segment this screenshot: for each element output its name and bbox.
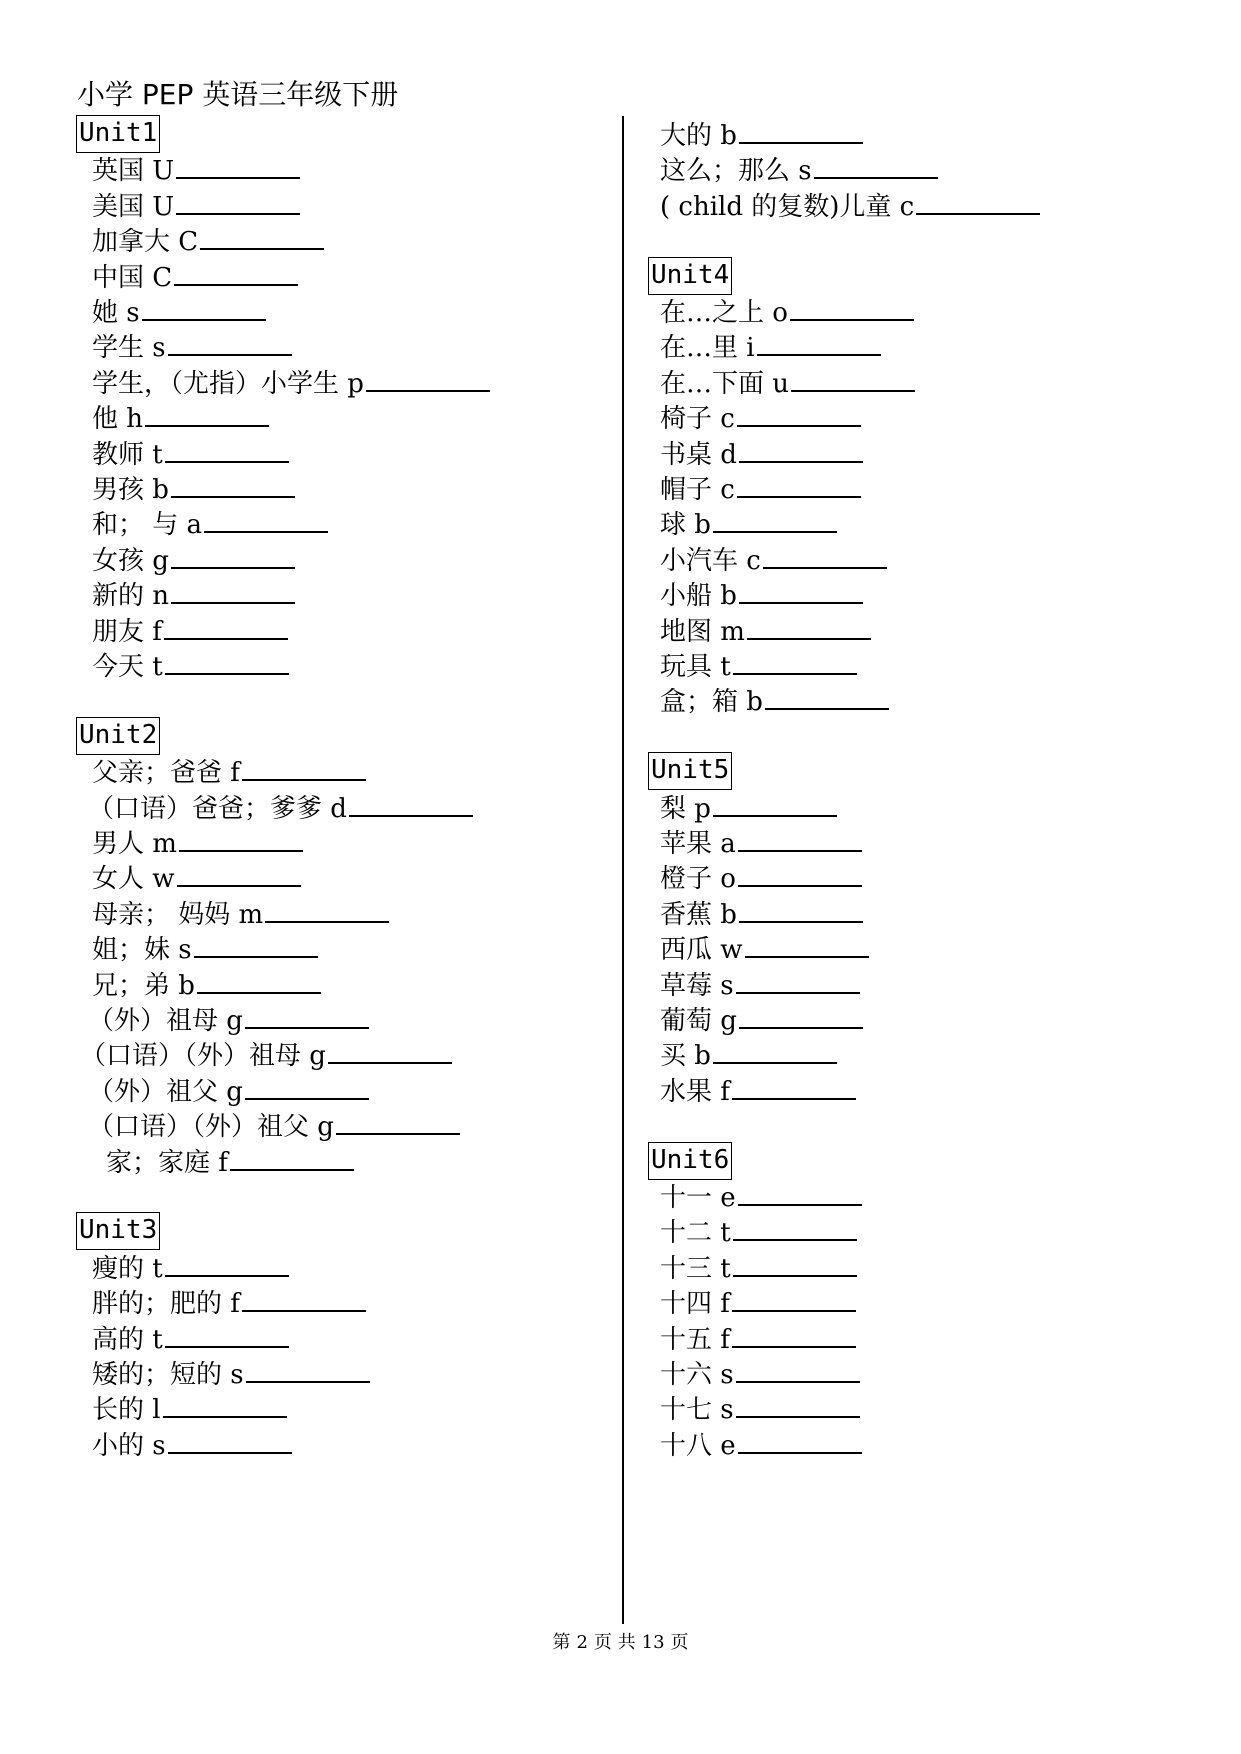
vocab-prompt: ( child 的复数)儿童 c: [660, 191, 915, 222]
vocab-item: [92, 291, 266, 331]
unit-heading: [76, 114, 160, 154]
vocab-item: [92, 185, 300, 225]
vocab-prompt: 小汽车 c: [660, 545, 761, 576]
answer-blank[interactable]: [171, 539, 295, 569]
vocab-item: [92, 256, 298, 296]
answer-blank[interactable]: [739, 893, 863, 923]
vocab-item: [92, 751, 366, 791]
answer-blank[interactable]: [736, 1388, 860, 1418]
vocab-item: [660, 1388, 860, 1428]
vocab-item: [106, 1141, 354, 1181]
vocab-item: [660, 397, 861, 437]
unit-label: Unit5: [648, 752, 732, 790]
vocab-prompt: （口语）爸爸；爹爹 d: [88, 793, 347, 824]
answer-blank[interactable]: [732, 1318, 856, 1348]
vocab-item: [92, 645, 289, 685]
answer-blank[interactable]: [165, 645, 289, 675]
answer-blank[interactable]: [245, 1070, 369, 1100]
vocab-prompt: （口语）（外）祖母 g: [80, 1041, 326, 1072]
vocab-item: [660, 893, 863, 933]
unit-heading: [76, 1211, 160, 1251]
vocab-item: [660, 326, 881, 366]
answer-blank[interactable]: [739, 114, 863, 144]
page-footer: [0, 1628, 1241, 1654]
vocab-prompt: 姐；妹 s: [92, 935, 192, 966]
answer-blank[interactable]: [204, 503, 328, 533]
vocab-item: [88, 1105, 460, 1145]
vocab-prompt: 她 s: [92, 298, 140, 328]
vocab-prompt: 球 b: [660, 510, 711, 541]
vocab-prompt: 矮的；短的 s: [92, 1360, 244, 1390]
vocab-prompt: 帽子 c: [660, 475, 735, 505]
answer-blank[interactable]: [713, 1034, 837, 1064]
vocab-prompt: 西瓜 w: [660, 935, 743, 966]
vocab-item: [88, 787, 473, 827]
unit-label: Unit6: [648, 1142, 732, 1180]
vocab-item: [92, 326, 292, 366]
vocab-prompt: 香蕉 b: [660, 899, 737, 930]
answer-blank[interactable]: [739, 999, 863, 1029]
vocab-prompt: 买 b: [660, 1041, 711, 1072]
vocab-item: [660, 433, 863, 473]
answer-blank[interactable]: [814, 149, 938, 179]
vocab-prompt: 书桌 d: [660, 439, 737, 470]
vocab-prompt: 中国 C: [92, 262, 173, 293]
vocab-prompt: 和； 与 a: [92, 510, 203, 541]
vocab-item: [92, 822, 303, 862]
vocab-prompt: （外）祖父 g: [88, 1076, 243, 1107]
vocab-prompt: 梨 p: [660, 793, 711, 824]
answer-blank[interactable]: [736, 964, 860, 994]
vocab-item: [660, 1034, 837, 1074]
vocab-prompt: 朋友 f: [92, 616, 162, 647]
answer-blank[interactable]: [737, 468, 861, 498]
answer-blank[interactable]: [745, 928, 869, 958]
vocab-prompt: 椅子 c: [660, 404, 735, 435]
answer-blank[interactable]: [713, 503, 837, 533]
vocab-item: [660, 1424, 862, 1464]
answer-blank[interactable]: [366, 362, 490, 392]
vocab-prompt: （外）祖母 g: [88, 1006, 243, 1036]
vocab-item: [660, 645, 857, 685]
unit-label: Unit3: [76, 1212, 160, 1250]
vocab-prompt: 小的 s: [92, 1430, 166, 1461]
vocab-item: [660, 574, 863, 614]
vocab-prompt: 家；家庭 f: [106, 1147, 228, 1178]
footer-mid: 页 共: [593, 1632, 636, 1653]
answer-blank[interactable]: [916, 185, 1040, 215]
vocab-prompt: 玩具 t: [660, 652, 731, 682]
answer-blank[interactable]: [176, 149, 300, 179]
vocab-item: [88, 1070, 369, 1110]
vocab-item: [660, 1211, 857, 1251]
vocab-prompt: 大的 b: [660, 121, 737, 151]
vocab-prompt: 新的 n: [92, 581, 170, 612]
answer-blank[interactable]: [738, 1176, 862, 1206]
vocab-item: [92, 503, 328, 543]
vocab-item: [660, 787, 837, 827]
vocab-item: [92, 1424, 292, 1464]
answer-blank[interactable]: [165, 433, 289, 463]
vocab-prompt: 十二 t: [660, 1218, 731, 1249]
vocab-prompt: 母亲； 妈妈 m: [92, 899, 264, 930]
vocab-item: [660, 680, 889, 720]
answer-blank[interactable]: [165, 1247, 289, 1277]
answer-blank[interactable]: [733, 645, 857, 675]
vocab-item: [660, 857, 862, 897]
answer-blank[interactable]: [790, 291, 914, 321]
footer-page-number: 2: [576, 1632, 588, 1653]
vocab-item: [92, 928, 318, 968]
unit-label: Unit2: [76, 717, 160, 755]
vocab-prompt: 教师 t: [92, 439, 163, 470]
vocab-prompt: 橙子 o: [660, 864, 736, 895]
vocab-item: [92, 893, 389, 933]
unit-heading: [648, 256, 732, 296]
answer-blank[interactable]: [145, 397, 269, 427]
answer-blank[interactable]: [713, 787, 837, 817]
answer-blank[interactable]: [732, 1282, 856, 1312]
vocab-prompt: 父亲；爸爸 f: [92, 758, 240, 789]
unit-label: Unit4: [648, 257, 732, 295]
vocab-prompt: 学生 s: [92, 333, 166, 364]
answer-blank[interactable]: [349, 787, 473, 817]
answer-blank[interactable]: [791, 362, 915, 392]
vocab-prompt: 水果 f: [660, 1076, 730, 1107]
vocab-prompt: 美国 U: [92, 191, 175, 222]
answer-blank[interactable]: [328, 1034, 452, 1064]
vocab-prompt: 在…里 i: [660, 333, 755, 364]
vocab-prompt: 加拿大 C: [92, 227, 199, 258]
vocab-item: [92, 610, 288, 650]
answer-blank[interactable]: [230, 1141, 354, 1171]
vocab-prompt: 苹果 a: [660, 829, 736, 859]
vocab-prompt: 学生，（尤指）小学生 p: [92, 368, 364, 399]
vocab-prompt: 高的 t: [92, 1324, 163, 1355]
vocab-item: [660, 362, 915, 402]
unit-label: Unit1: [76, 115, 160, 153]
vocab-prompt: 地图 m: [660, 616, 745, 647]
answer-blank[interactable]: [171, 468, 295, 498]
footer-prefix: 第: [552, 1632, 571, 1653]
answer-blank[interactable]: [165, 1318, 289, 1348]
vocab-prompt: （口语）（外）祖父 g: [88, 1112, 334, 1143]
vocab-prompt: 十七 s: [660, 1395, 734, 1426]
vocab-item: [660, 468, 861, 508]
answer-blank[interactable]: [177, 857, 301, 887]
vocab-prompt: 长的 l: [92, 1395, 161, 1426]
unit-heading: [648, 1141, 732, 1181]
answer-blank[interactable]: [733, 1247, 857, 1277]
vocab-prompt: 女孩 g: [92, 545, 169, 576]
vocab-prompt: 草莓 s: [660, 970, 734, 1001]
vocab-item: [92, 1318, 289, 1358]
answer-blank[interactable]: [738, 1424, 862, 1454]
vocab-item: [660, 503, 837, 543]
vocab-item: [92, 539, 295, 579]
answer-blank[interactable]: [246, 1353, 370, 1383]
vocab-prompt: 胖的；肥的 f: [92, 1289, 240, 1320]
answer-blank[interactable]: [142, 291, 266, 321]
unit-heading: [76, 716, 160, 756]
answer-blank[interactable]: [738, 822, 862, 852]
vocab-item: [92, 397, 269, 437]
answer-blank[interactable]: [197, 964, 321, 994]
answer-blank[interactable]: [176, 185, 300, 215]
vocab-item: [92, 362, 490, 402]
vocab-item: [660, 610, 871, 650]
unit-heading: [648, 751, 732, 791]
vocab-prompt: 十八 e: [660, 1430, 736, 1461]
vocab-prompt: 在…下面 u: [660, 368, 790, 399]
answer-blank[interactable]: [336, 1105, 460, 1135]
vocab-item: [92, 468, 295, 508]
vocab-prompt: 今天 t: [92, 652, 163, 682]
vocab-prompt: 十三 t: [660, 1253, 731, 1284]
vocab-item: [92, 574, 295, 614]
answer-blank[interactable]: [765, 680, 889, 710]
answer-blank[interactable]: [739, 574, 863, 604]
vocab-prompt: 十六 s: [660, 1360, 734, 1390]
answer-blank[interactable]: [736, 1353, 860, 1383]
vocab-item: [660, 964, 860, 1004]
answer-blank[interactable]: [763, 539, 887, 569]
vocab-item: [88, 999, 369, 1039]
vocab-item: [92, 1353, 370, 1393]
vocab-item: [660, 1282, 856, 1322]
answer-blank[interactable]: [242, 1282, 366, 1312]
answer-blank[interactable]: [265, 893, 389, 923]
vocab-prompt: 他 h: [92, 404, 144, 435]
answer-blank[interactable]: [242, 751, 366, 781]
answer-blank[interactable]: [174, 256, 298, 286]
page-title: 小学 PEP 英语三年级下册: [77, 78, 399, 111]
answer-blank[interactable]: [737, 397, 861, 427]
vocab-prompt: 十四 f: [660, 1289, 730, 1320]
vocab-prompt: 盒；箱 b: [660, 687, 763, 718]
vocab-prompt: 这么；那么 s: [660, 156, 812, 187]
vocab-prompt: 十五 f: [660, 1324, 730, 1355]
footer-suffix: 页: [670, 1632, 689, 1653]
vocab-prompt: 男人 m: [92, 829, 177, 859]
vocab-item: [660, 822, 862, 862]
vocab-item: [660, 149, 938, 189]
answer-blank[interactable]: [163, 1388, 287, 1418]
answer-blank[interactable]: [757, 326, 881, 356]
vocab-item: [660, 1247, 857, 1287]
answer-blank[interactable]: [194, 928, 318, 958]
answer-blank[interactable]: [738, 857, 862, 887]
vocab-item: [660, 114, 863, 154]
answer-blank[interactable]: [200, 220, 324, 250]
answer-blank[interactable]: [245, 999, 369, 1029]
answer-blank[interactable]: [747, 610, 871, 640]
vocab-prompt: 男孩 b: [92, 475, 169, 505]
vocab-item: [92, 1388, 287, 1428]
vocab-item: [660, 1318, 856, 1358]
answer-blank[interactable]: [168, 1424, 292, 1454]
vocab-item: [92, 1247, 289, 1287]
vocab-item: [80, 1034, 452, 1074]
vocab-item: [660, 1176, 862, 1216]
vocab-item: [660, 185, 1040, 225]
footer-total-pages: 13: [641, 1632, 665, 1653]
vocab-item: [92, 1282, 366, 1322]
vocab-item: [660, 291, 914, 331]
answer-blank[interactable]: [733, 1211, 857, 1241]
vocab-item: [92, 857, 301, 897]
vocab-prompt: 兄；弟 b: [92, 970, 195, 1001]
vocab-prompt: 在…之上 o: [660, 298, 788, 328]
vocab-item: [92, 149, 300, 189]
answer-blank[interactable]: [179, 822, 303, 852]
vocab-prompt: 十一 e: [660, 1183, 736, 1213]
answer-blank[interactable]: [171, 574, 295, 604]
vocab-prompt: 葡萄 g: [660, 1006, 737, 1036]
vocab-item: [92, 433, 289, 473]
vocab-item: [660, 1353, 860, 1393]
vocab-prompt: 女人 w: [92, 864, 175, 895]
vocab-item: [92, 964, 321, 1004]
vocab-item: [660, 999, 863, 1039]
vocab-prompt: 瘦的 t: [92, 1253, 163, 1284]
column-divider: [622, 116, 624, 1624]
vocab-prompt: 英国 U: [92, 156, 175, 187]
vocab-prompt: 小船 b: [660, 581, 737, 612]
answer-blank[interactable]: [739, 433, 863, 463]
vocab-item: [660, 928, 869, 968]
answer-blank[interactable]: [164, 610, 288, 640]
vocab-item: [660, 1070, 856, 1110]
vocab-item: [660, 539, 887, 579]
answer-blank[interactable]: [732, 1070, 856, 1100]
answer-blank[interactable]: [168, 326, 292, 356]
vocab-item: [92, 220, 324, 260]
